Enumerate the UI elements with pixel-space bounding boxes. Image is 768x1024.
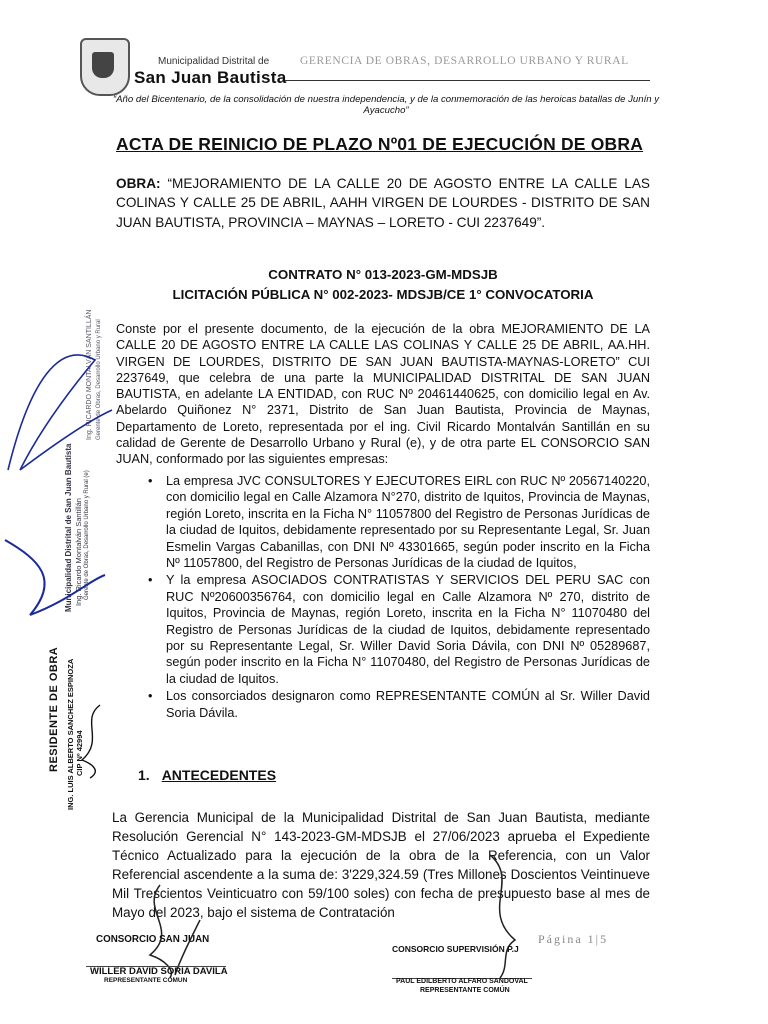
- section-label: ANTECEDENTES: [161, 767, 277, 783]
- municipality-stamp: Municipalidad Distrital de San Juan Bautista: [64, 443, 73, 612]
- bullet-icon: •: [148, 474, 153, 488]
- residente-stamp-name: ING. LUIS ALBERTO SANCHEZ ESPINOZA: [66, 658, 75, 810]
- bullet-icon: •: [148, 573, 153, 588]
- section-heading: [138, 767, 276, 783]
- gerente-stamp-name: Ing. Ricardo Montalván Santillán: [74, 498, 83, 606]
- obra-text: “MEJORAMIENTO DE LA CALLE 20 DE AGOSTO ENTRE LA CALLE LAS COLINAS Y CALLE 25 DE ABRIL, AAHH VIRGEN DE LOURDES - DISTRITO DE SAN JUAN BAUTISTA, PROVINCIA – MAYNAS – LORETO - CUI 2237649”.: [116, 176, 650, 230]
- signer-role: REPRESENTANTE COMÚN: [420, 987, 510, 994]
- company-text: La empresa JVC CONSULTORES Y EJECUTORES EIRL con RUC Nº 20567140220, con domicilio legal en Calle Alzamora N°270, distrito de Iquitos, Provincia de Maynas, región Loreto, inscrita en la Ficha N° 11057800 del Registro de Personas Jurídicas de la ciudad de Iquitos, debidamente representado por su Representante Legal, Sr. Juan Esmelin Vargas Cabanillas, con DNI Nº 43301665, según poder inscrito en la Ficha Nº 11057800, del Registro de Personas Jurídicas de la ciudad de Iquitos,: [166, 474, 650, 571]
- year-motto: “Año del Bicentenario, de la consolidación de nuestra independencia, y de la conmemoración de las heroicas batallas de Junín y Ayacucho”: [112, 94, 660, 116]
- signer-name: PAUL EDILBERTO ALFARO SANDOVAL: [396, 978, 528, 985]
- gerente-stamp-role: Gerente de Obras, Desarrollo Urbano y Rural (e): [84, 470, 90, 600]
- list-item: [148, 473, 650, 571]
- municipality-label: Municipalidad Distrital de: [158, 56, 270, 67]
- header-divider: [285, 80, 650, 81]
- company-text: Y la empresa ASOCIADOS CONTRATISTAS Y SERVICIOS DEL PERU SAC con RUC Nº20600356764, con domicilio legal en Calle Alzamora Nº 270, distrito de Iquitos, Provincia de Maynas, región Loreto, inscrita en la Ficha N° 11070480 del Registro de Personas Jurídicas de la ciudad de Iquitos, debidamente representado por su Representante Legal, Sr. Willer David Soria Dávila, con DNI Nº 05289687, según poder inscrito en la Ficha N° 11070480, del Registro de Personas Jurídicas de la ciudad de Iquitos.: [166, 573, 650, 686]
- municipality-name: San Juan Bautista: [134, 68, 287, 87]
- company-text: Los consorciados designaron como REPRESENTANTE COMÚN al Sr. Willer David Soria Dávila.: [166, 689, 650, 720]
- supervision-label: CONSORCIO SUPERVISIÓN P.J: [392, 944, 519, 954]
- contract-number: CONTRATO N° 013-2023-GM-MDSJB: [268, 267, 498, 282]
- contract-heading: [116, 265, 650, 305]
- residente-stamp-cip: CIP Nº 42994: [75, 730, 84, 776]
- signer-name: WILLER DAVID SORIA DAVILA: [90, 966, 228, 977]
- company-list: [148, 473, 650, 722]
- licitacion-number: LICITACIÓN PÚBLICA N° 002-2023- MDSJB/CE 1° CONVOCATORIA: [172, 287, 594, 302]
- signature-scribble-icon: [0, 520, 110, 630]
- list-item: [148, 572, 650, 687]
- signature-scribble-icon: [0, 320, 120, 490]
- obra-label: OBRA:: [116, 176, 161, 191]
- consorcio-label: CONSORCIO SAN JUAN: [96, 934, 210, 945]
- list-item: [148, 688, 650, 721]
- residente-stamp-title: RESIDENTE DE OBRA: [48, 646, 60, 772]
- signature-scribble-icon: [70, 700, 110, 780]
- antecedentes-paragraph: La Gerencia Municipal de la Municipalidad Distrital de San Juan Bautista, mediante Resolución Gerencial N° 143-2023-GM-MDSJB el 27/06/2023 aprueba el Expediente Técnico Actualizado para la ejecución de la obra de la Referencia, con un Valor Referencial ascendente a la suma de: 3'229,324.59 (Tres Millones Doscientos Veintinueve Mil Trescientos Veinticuatro con 59/100 soles) con fecha de presupuesto base al mes de Mayo del 2023, bajo el sistema de Contratación: [112, 810, 650, 920]
- signature-scribble-icon: [120, 880, 240, 980]
- obra-paragraph: [116, 174, 650, 232]
- conste-paragraph: Conste por el presente documento, de la ejecución de la obra MEJORAMIENTO DE LA CALLE 20 DE AGOSTO ENTRE LA CALLE LAS COLINAS Y CALLE 25 DE ABRIL, AA.HH. VIRGEN DE LOURDES, DISTRITO DE SAN JUAN BAUTISTA-MAYNAS-LORETO” CUI 2237649, que celebra de una parte la MUNICIPALIDAD DISTRITAL DE SAN JUAN BAUTISTA, en adelante LA ENTIDAD, con RUC Nº 20461440625, con domicilio legal en Av. Abelardo Quiñonez N° 2371, Distrito de San Juan Bautista, Provincia de Maynas, Departamento de Loreto, representada por el ing. Civil Ricardo Montalván Santillán en su calidad de Gerente de Desarrollo Urbano y Rural (e), y de otra parte EL CONSORCIO SAN JUAN, conformado por las siguientes empresas:: [116, 322, 650, 467]
- signature-scribble-icon: [470, 850, 550, 980]
- page-title: ACTA DE REINICIO DE PLAZO Nº01 DE EJECUCIÓN DE OBRA: [116, 134, 644, 154]
- page-number: Página 1|5: [538, 932, 609, 946]
- faded-stamp-name: Ing. RICARDO MONTALVÁN SANTILLÁN: [86, 309, 93, 440]
- signer-role: REPRESENTANTE COMUN: [104, 977, 188, 984]
- section-number: 1.: [138, 767, 150, 783]
- municipal-seal-icon: [80, 38, 130, 96]
- faded-stamp-role: Gerente de Obras, Desarrollo Urbano y Rural: [96, 319, 102, 440]
- gerencia-header: GERENCIA DE OBRAS, DESARROLLO URBANO Y RURAL: [300, 55, 629, 67]
- bullet-icon: •: [148, 689, 153, 704]
